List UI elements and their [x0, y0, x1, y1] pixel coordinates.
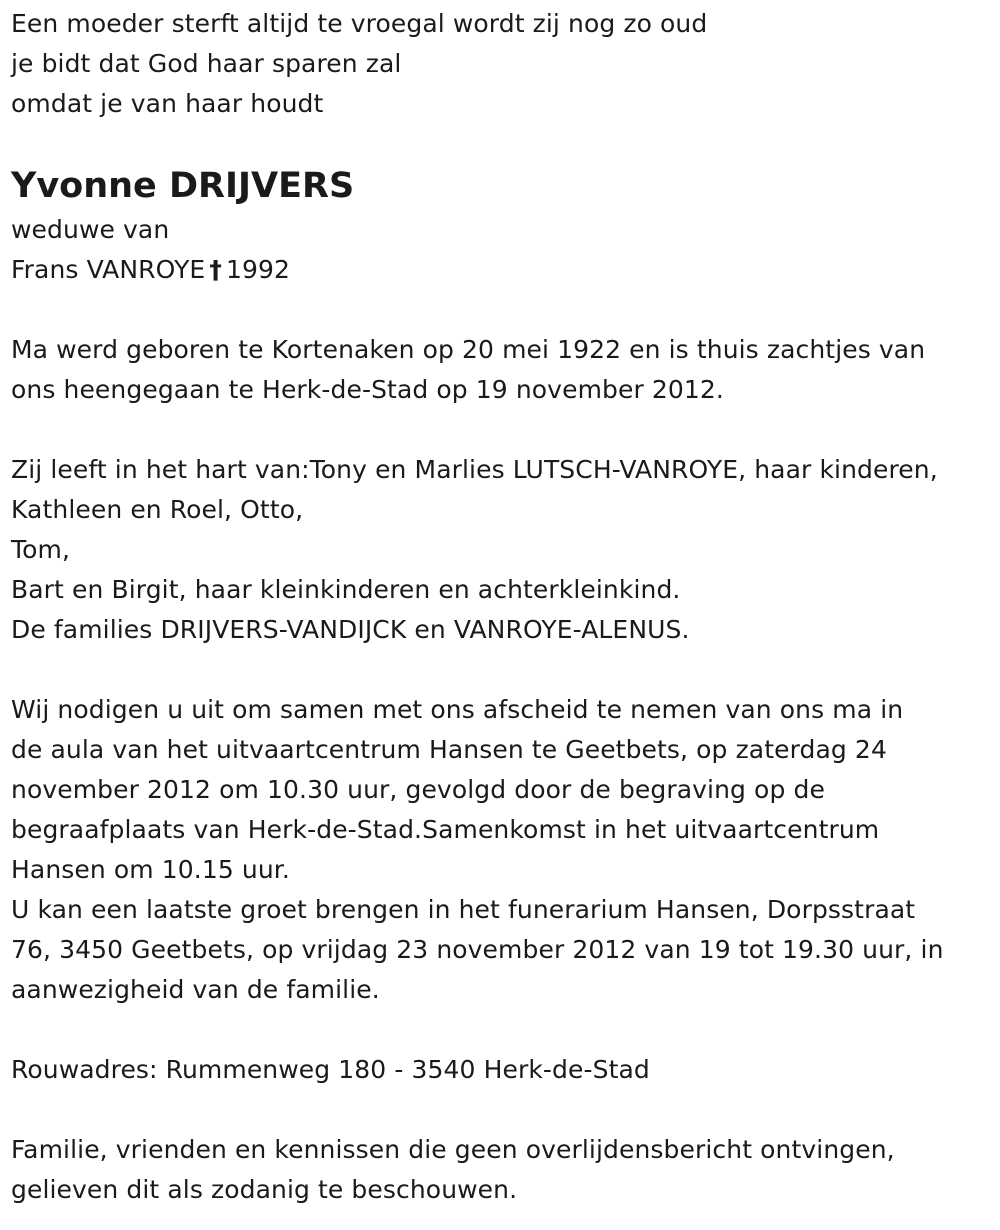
relation-text: weduwe van — [11, 215, 170, 244]
closing-line-2: gelieven dit als zodanig te beschouwen. — [11, 1175, 518, 1204]
family-line-1: Zij leeft in het hart van:Tony en Marlies LUTSCH-VANROYE, haar kinderen, — [11, 455, 938, 484]
birth-death-line-1: Ma werd geboren te Kortenaken op 20 mei 1922 en is thuis zachtjes van — [11, 335, 926, 364]
cross-icon: † — [209, 255, 222, 284]
family-line-3: Tom, — [11, 535, 71, 564]
ceremony-line-5: Hansen om 10.15 uur. — [11, 855, 290, 884]
deceased-name: Yvonne DRIJVERS — [11, 166, 355, 206]
poem-line-2: je bidt dat God haar sparen zal — [11, 49, 402, 78]
spouse-year: 1992 — [225, 255, 290, 284]
family-line-2: Kathleen en Roel, Otto, — [11, 495, 304, 524]
spouse-line — [11, 250, 1000, 290]
birth-death-paragraph — [11, 330, 1000, 410]
ceremony-line-3: november 2012 om 10.30 uur, gevolgd door de begraving op de — [11, 775, 825, 804]
ceremony-line-2: de aula van het uitvaartcentrum Hansen te Geetbets, op zaterdag 24 — [11, 735, 887, 764]
spouse-name: Frans VANROYE — [11, 255, 206, 284]
ceremony-paragraph — [11, 690, 1000, 1010]
ceremony-line-8: aanwezigheid van de familie. — [11, 975, 380, 1004]
poem-line-1: Een moeder sterft altijd te vroegal wordt zij nog zo oud — [11, 9, 708, 38]
family-paragraph — [11, 450, 1000, 650]
ceremony-line-6: U kan een laatste groet brengen in het funerarium Hansen, Dorpsstraat — [11, 895, 916, 924]
spouse-block — [11, 210, 1000, 290]
closing-line-1: Familie, vrienden en kennissen die geen overlijdensbericht ontvingen, — [11, 1135, 895, 1164]
birth-death-line-2: ons heengegaan te Herk-de-Stad op 19 november 2012. — [11, 375, 724, 404]
ceremony-line-7: 76, 3450 Geetbets, op vrijdag 23 november 2012 van 19 tot 19.30 uur, in — [11, 935, 944, 964]
family-line-4: Bart en Birgit, haar kleinkinderen en achterkleinkind. — [11, 575, 681, 604]
ceremony-line-1: Wij nodigen u uit om samen met ons afscheid te nemen van ons ma in — [11, 695, 904, 724]
ceremony-line-4: begraafplaats van Herk-de-Stad.Samenkomst in het uitvaartcentrum — [11, 815, 880, 844]
poem — [11, 4, 1000, 124]
closing-paragraph — [11, 1130, 1000, 1210]
mourning-address: Rouwadres: Rummenweg 180 - 3540 Herk-de-Stad — [11, 1055, 650, 1084]
poem-line-3: omdat je van haar houdt — [11, 89, 324, 118]
family-line-5: De families DRIJVERS-VANDIJCK en VANROYE-ALENUS. — [11, 615, 690, 644]
